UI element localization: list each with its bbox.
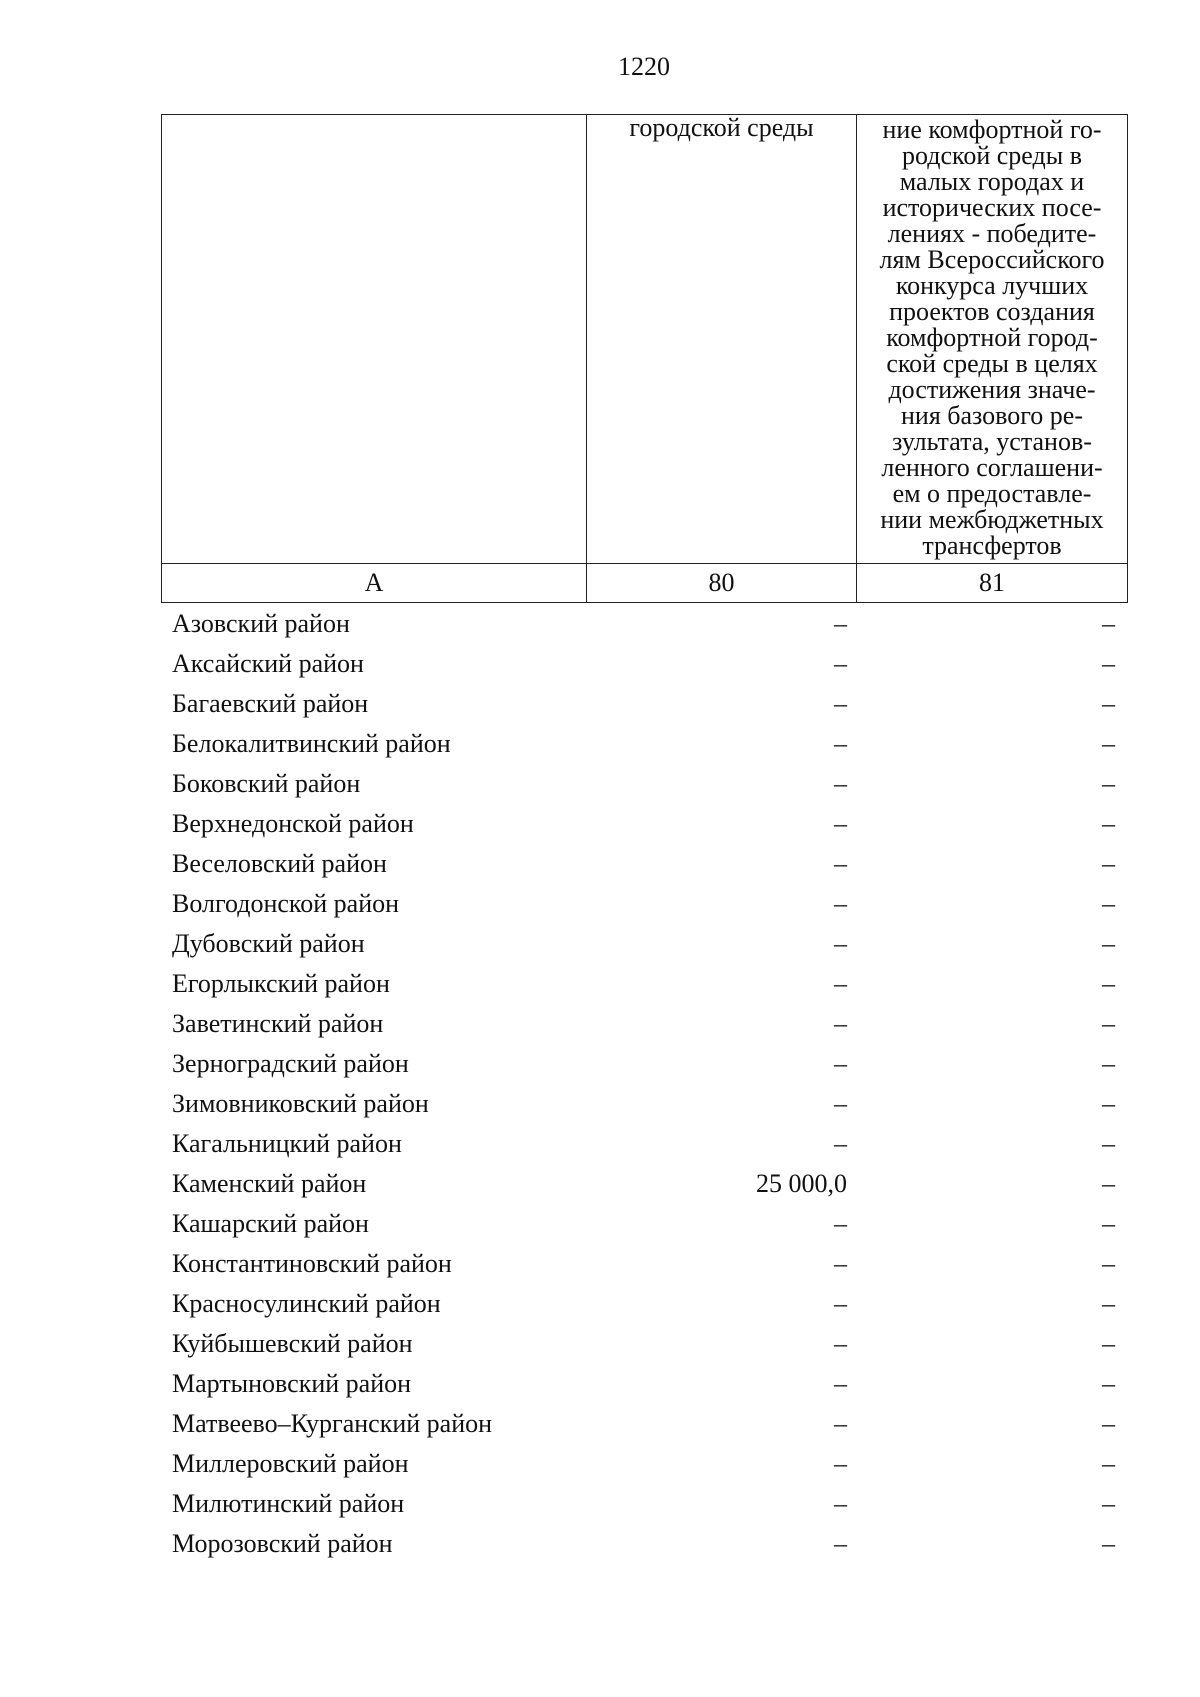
table-row	[161, 644, 1127, 684]
page-number: 1220	[618, 52, 670, 81]
column-number-81: 81	[857, 564, 1128, 603]
table-row	[161, 1044, 1127, 1084]
value-col-81: –	[1102, 769, 1115, 798]
value-col-81: –	[1102, 1129, 1115, 1158]
value-col-80: –	[834, 1129, 847, 1158]
value-col-80: –	[834, 1249, 847, 1278]
district-name: Куйбышевский район	[172, 1329, 413, 1358]
value-col-81: –	[1102, 1289, 1115, 1318]
table-row	[161, 1364, 1127, 1404]
table-row	[161, 724, 1127, 764]
district-name: Морозовский район	[172, 1529, 393, 1558]
table-row	[161, 884, 1127, 924]
value-col-81: –	[1102, 729, 1115, 758]
value-col-80: 25 000,0	[756, 1169, 847, 1198]
table-row	[161, 804, 1127, 844]
district-rows	[161, 604, 1127, 1564]
value-col-81: –	[1102, 1409, 1115, 1438]
district-name: Матвеево–Курганский район	[172, 1409, 493, 1438]
value-col-80: –	[834, 969, 847, 998]
district-name: Мартыновский район	[172, 1369, 412, 1398]
value-col-81: –	[1102, 609, 1115, 638]
district-name: Константиновский район	[172, 1249, 452, 1278]
district-name: Миллеровский район	[172, 1449, 409, 1478]
value-col-80: –	[834, 609, 847, 638]
district-name: Дубовский район	[172, 929, 365, 958]
district-name: Кашарский район	[172, 1209, 369, 1238]
district-name: Аксайский район	[172, 649, 364, 678]
value-col-80: –	[834, 1409, 847, 1438]
value-col-80: –	[834, 769, 847, 798]
district-name: Каменский район	[172, 1169, 367, 1198]
table-header	[161, 114, 1128, 603]
value-col-81: –	[1102, 1049, 1115, 1078]
value-col-81: –	[1102, 849, 1115, 878]
value-col-80: –	[834, 1369, 847, 1398]
value-col-81: –	[1102, 1329, 1115, 1358]
value-col-80: –	[834, 1449, 847, 1478]
district-name: Красносулинский район	[172, 1289, 441, 1318]
header-col-80-text: городской среды	[629, 113, 814, 142]
table-row	[161, 1164, 1127, 1204]
district-name: Зерноградский район	[172, 1049, 409, 1078]
value-col-80: –	[834, 649, 847, 678]
table-row	[161, 844, 1127, 884]
value-col-81: –	[1102, 1489, 1115, 1518]
column-number-80: 80	[587, 564, 857, 603]
value-col-81: –	[1102, 1169, 1115, 1198]
value-col-80: –	[834, 929, 847, 958]
column-number-row	[162, 564, 1128, 603]
table-row	[161, 1004, 1127, 1044]
table-row	[161, 684, 1127, 724]
table-row	[161, 1204, 1127, 1244]
table-row	[161, 964, 1127, 1004]
value-col-81: –	[1102, 1209, 1115, 1238]
value-col-81: –	[1102, 649, 1115, 678]
value-col-80: –	[834, 1529, 847, 1558]
table-row	[161, 1404, 1127, 1444]
value-col-80: –	[834, 1089, 847, 1118]
value-col-81: –	[1102, 1529, 1115, 1558]
value-col-80: –	[834, 1489, 847, 1518]
value-col-80: –	[834, 1329, 847, 1358]
table-row	[161, 1324, 1127, 1364]
district-name: Боковский район	[172, 769, 361, 798]
value-col-81: –	[1102, 1009, 1115, 1038]
value-col-80: –	[834, 729, 847, 758]
value-col-81: –	[1102, 809, 1115, 838]
header-cell-col-a	[162, 115, 587, 564]
district-name: Милютинский район	[172, 1489, 405, 1518]
value-col-80: –	[834, 689, 847, 718]
value-col-80: –	[834, 849, 847, 878]
district-name: Заветинский район	[172, 1009, 384, 1038]
value-col-80: –	[834, 1009, 847, 1038]
table-row	[161, 1084, 1127, 1124]
header-text-row	[162, 115, 1128, 564]
header-col-81-text: ние комфортной го- родской среды в малых городах и исторических посе- лениях - победите- лям Всероссийского конкурса лучших проектов создания комфортной город- ской среды в целях достижения значе- ния базового ре- зультата, установ- ленного соглашени- ем о предоставле- нии межбюджетных трансфертов	[879, 115, 1105, 560]
table-row	[161, 924, 1127, 964]
value-col-80: –	[834, 889, 847, 918]
district-name: Егорлыкский район	[172, 969, 390, 998]
table-row	[161, 1444, 1127, 1484]
district-name: Кагальницкий район	[172, 1129, 402, 1158]
value-col-81: –	[1102, 1369, 1115, 1398]
column-number-a: А	[162, 564, 587, 603]
district-name: Веселовский район	[172, 849, 387, 878]
table-row	[161, 1244, 1127, 1284]
value-col-80: –	[834, 1049, 847, 1078]
district-name: Волгодонской район	[172, 889, 400, 918]
value-col-81: –	[1102, 689, 1115, 718]
table-row	[161, 604, 1127, 644]
table-row	[161, 1524, 1127, 1564]
district-name: Верхнедонской район	[172, 809, 414, 838]
header-cell-col-81	[857, 115, 1128, 564]
table-row	[161, 1124, 1127, 1164]
value-col-80: –	[834, 809, 847, 838]
district-name: Белокалитвинский район	[172, 729, 451, 758]
value-col-81: –	[1102, 929, 1115, 958]
value-col-81: –	[1102, 1089, 1115, 1118]
district-name: Азовский район	[172, 609, 350, 638]
header-cell-col-80	[587, 115, 857, 564]
value-col-80: –	[834, 1289, 847, 1318]
table-row	[161, 1284, 1127, 1324]
table-row	[161, 764, 1127, 804]
district-name: Зимовниковский район	[172, 1089, 429, 1118]
value-col-81: –	[1102, 1449, 1115, 1478]
value-col-81: –	[1102, 1249, 1115, 1278]
value-col-81: –	[1102, 969, 1115, 998]
district-name: Багаевский район	[172, 689, 369, 718]
table-row	[161, 1484, 1127, 1524]
value-col-80: –	[834, 1209, 847, 1238]
value-col-81: –	[1102, 889, 1115, 918]
